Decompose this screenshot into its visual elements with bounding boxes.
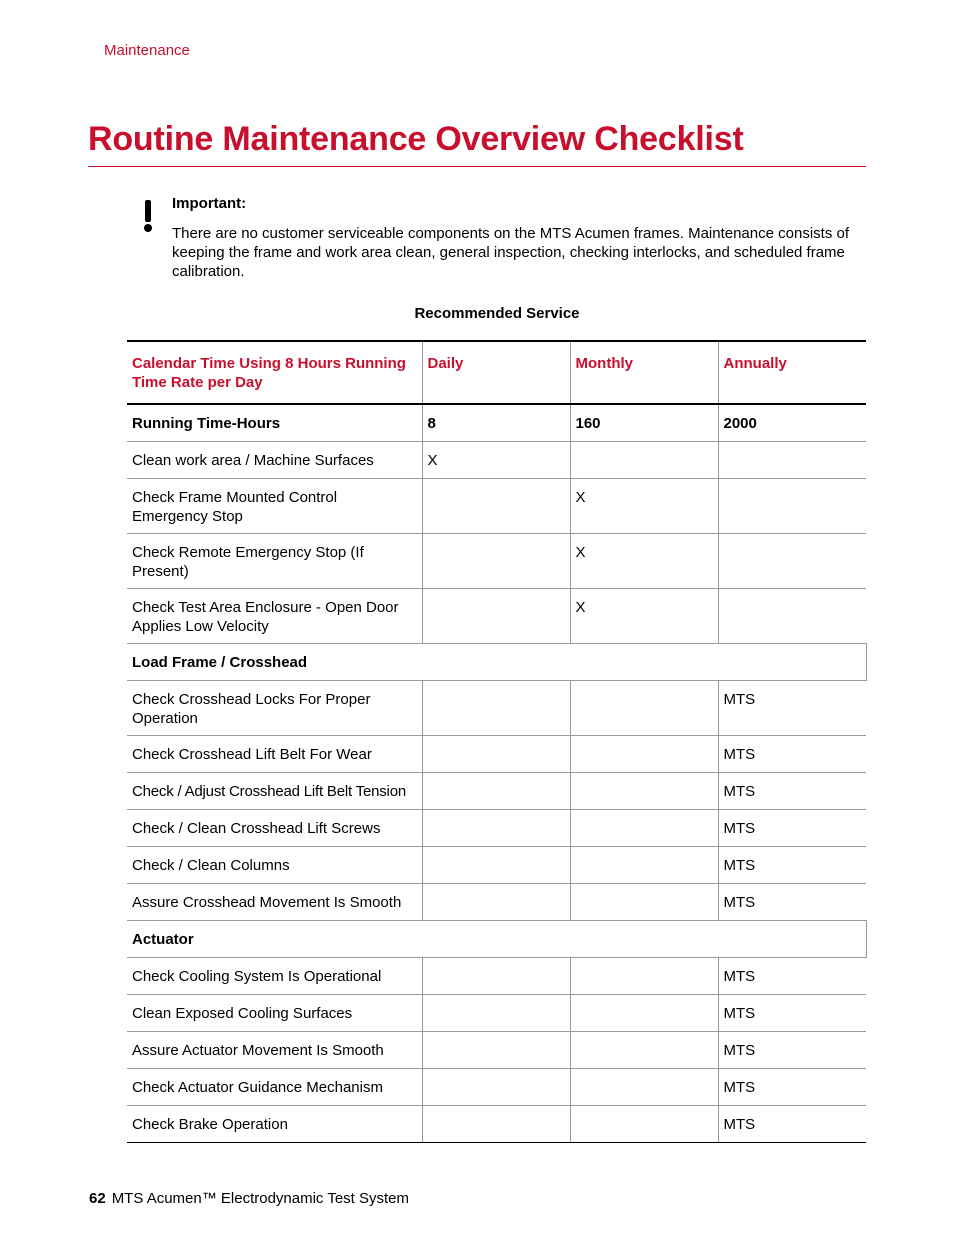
table-cell (718, 441, 866, 478)
table-cell: Check / Clean Crosshead Lift Screws (127, 809, 422, 846)
header-monthly: Monthly (570, 341, 718, 404)
table-row (127, 957, 866, 994)
table-cell (422, 994, 570, 1031)
table-row (127, 772, 866, 809)
table-row (127, 735, 866, 772)
table-cell: X (570, 533, 718, 588)
table-cell: Clean work area / Machine Surfaces (127, 441, 422, 478)
table-cell: Check / Adjust Crosshead Lift Belt Tension (127, 772, 422, 809)
section-title: Actuator (127, 920, 866, 957)
page-number: 62 (89, 1190, 106, 1207)
table-cell: MTS (718, 735, 866, 772)
table-cell: Check Actuator Guidance Mechanism (127, 1068, 422, 1105)
product-name: MTS Acumen™ Electrodynamic Test System (111, 1190, 410, 1207)
table-cell: Check Test Area Enclosure - Open Door Applies Low Velocity (127, 588, 422, 643)
table-cell (422, 772, 570, 809)
table-cell (422, 588, 570, 643)
table-cell: MTS (718, 883, 866, 920)
table-cell (570, 809, 718, 846)
section-title: Load Frame / Crosshead (127, 643, 866, 680)
table-cell: Check Crosshead Locks For Proper Operation (127, 680, 422, 735)
exclamation-icon (140, 196, 156, 238)
table-cell: MTS (718, 772, 866, 809)
table-cell: X (422, 441, 570, 478)
table-cell: MTS (718, 1068, 866, 1105)
table-cell: Check / Clean Columns (127, 846, 422, 883)
table-cell (570, 1068, 718, 1105)
table-cell: MTS (718, 1105, 866, 1142)
table-cell (718, 478, 866, 533)
table-cell (570, 994, 718, 1031)
table-cell: Check Remote Emergency Stop (If Present) (127, 533, 422, 588)
table-row (127, 588, 866, 643)
table-cell (422, 809, 570, 846)
table-cell (570, 846, 718, 883)
title-rule (88, 166, 866, 167)
table-row (127, 1105, 866, 1142)
table-row (127, 846, 866, 883)
table-cell: Assure Actuator Movement Is Smooth (127, 1031, 422, 1068)
table-cell (422, 735, 570, 772)
table-row (127, 533, 866, 588)
table-cell: MTS (718, 1031, 866, 1068)
running-head: Maintenance (104, 42, 190, 59)
table-cell (422, 478, 570, 533)
header-annually: Annually (718, 341, 866, 404)
section-row-load-frame (127, 643, 866, 680)
table-cell: 2000 (718, 404, 866, 441)
table-cell: MTS (718, 846, 866, 883)
page-footer (89, 1190, 409, 1207)
table-cell (570, 735, 718, 772)
table-cell (718, 533, 866, 588)
table-cell (570, 680, 718, 735)
table-cell (570, 1105, 718, 1142)
running-hours-row (127, 404, 866, 441)
table-cell: MTS (718, 680, 866, 735)
table-cell (422, 1068, 570, 1105)
table-cell (422, 957, 570, 994)
table-cell: Check Frame Mounted Control Emergency Stop (127, 478, 422, 533)
table-row (127, 1068, 866, 1105)
table-cell: 8 (422, 404, 570, 441)
table-cell: 160 (570, 404, 718, 441)
section-row-actuator (127, 920, 866, 957)
table-row (127, 680, 866, 735)
table-cell (422, 1031, 570, 1068)
table-cell: X (570, 478, 718, 533)
table-cell (570, 883, 718, 920)
table-cell: Clean Exposed Cooling Surfaces (127, 994, 422, 1031)
table-cell (422, 680, 570, 735)
table-cell: MTS (718, 809, 866, 846)
table-cell: Check Crosshead Lift Belt For Wear (127, 735, 422, 772)
header-calendar-time: Calendar Time Using 8 Hours Running Time Rate per Day (127, 341, 422, 404)
table-cell (718, 588, 866, 643)
table-cell (570, 772, 718, 809)
table-row (127, 441, 866, 478)
table-cell (570, 1031, 718, 1068)
header-daily: Daily (422, 341, 570, 404)
table-cell: MTS (718, 957, 866, 994)
maintenance-checklist-table (127, 340, 867, 1143)
table-row (127, 1031, 866, 1068)
table-cell: X (570, 588, 718, 643)
important-note-text: There are no customer serviceable components on the MTS Acumen frames. Maintenance consists of keeping the frame and work area clean, general inspection, checking interlocks, and scheduled frame calibration. (172, 225, 849, 280)
table-cell (422, 846, 570, 883)
table-cell: Assure Crosshead Movement Is Smooth (127, 883, 422, 920)
table-cell (422, 1105, 570, 1142)
table-cell: Check Brake Operation (127, 1105, 422, 1142)
table-row (127, 809, 866, 846)
table-cell (570, 957, 718, 994)
table-cell: Running Time-Hours (127, 404, 422, 441)
table-cell (570, 441, 718, 478)
table-cell: Check Cooling System Is Operational (127, 957, 422, 994)
table-row (127, 883, 866, 920)
table-row (127, 994, 866, 1031)
table-cell (422, 883, 570, 920)
important-label: Important: (172, 195, 247, 212)
page-title: Routine Maintenance Overview Checklist (88, 120, 744, 158)
table-cell: MTS (718, 994, 866, 1031)
table-caption: Recommended Service (414, 305, 580, 322)
table-cell (422, 533, 570, 588)
table-header-row (127, 341, 866, 404)
table-row (127, 478, 866, 533)
